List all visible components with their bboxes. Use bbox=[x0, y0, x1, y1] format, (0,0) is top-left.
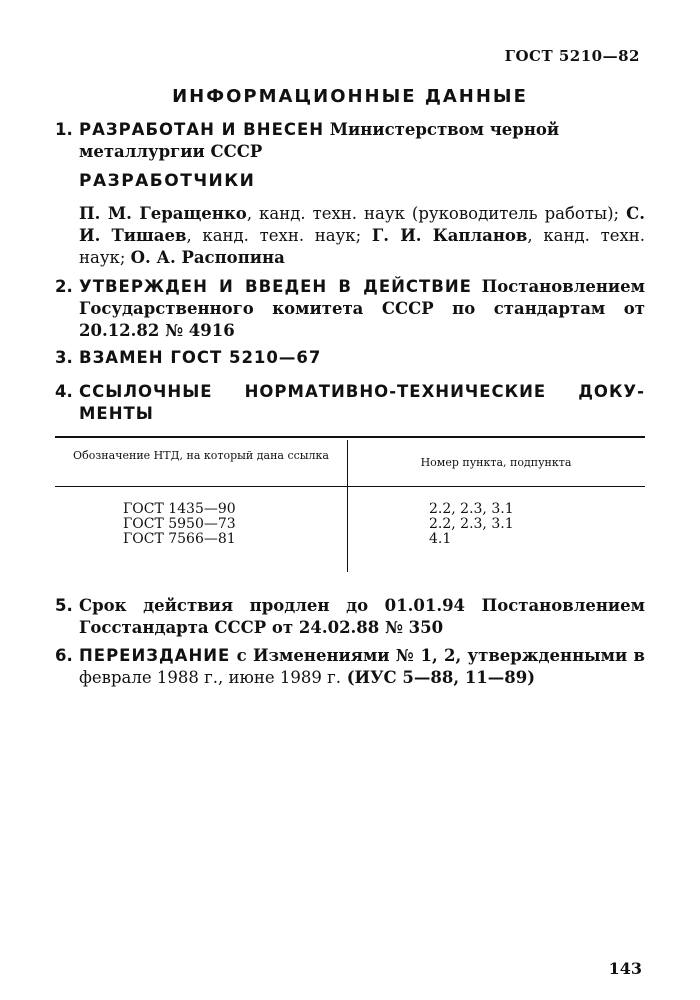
heading-word: ССЫЛОЧНЫЕ bbox=[79, 382, 213, 401]
table-header-document: Обозначение НТД, на который дана ссылка bbox=[73, 449, 329, 462]
list-item-reference-documents bbox=[55, 381, 645, 425]
table-cell-document: ГОСТ 5950—73 bbox=[123, 516, 236, 532]
developer-title: , канд. техн. наук; bbox=[79, 226, 646, 267]
page-title: ИНФОРМАЦИОННЫЕ ДАННЫЕ bbox=[172, 86, 528, 107]
item-text-a: с Изменениями № 1, 2, утвержденными в bbox=[230, 646, 645, 665]
item-text: Постановлением Государственного комитета СССР по стандартам от 20.12.82 № 4916 bbox=[79, 277, 645, 340]
item-number: 3. bbox=[55, 348, 73, 367]
table-header-rule bbox=[55, 486, 645, 487]
developers-list bbox=[79, 203, 645, 269]
table-header-clause: Номер пункта, подпункта bbox=[420, 456, 572, 469]
developer-name: С. И. Тишаев bbox=[79, 204, 646, 245]
item-number: 6. bbox=[55, 646, 73, 665]
item-label: РАЗРАБОТАН И ВНЕСЕН bbox=[79, 120, 325, 139]
developer-title: , канд. техн. наук; bbox=[186, 226, 372, 245]
item-number: 1. bbox=[55, 120, 73, 139]
developer-title: , канд. техн. наук (руководитель работы); bbox=[246, 204, 627, 223]
developer-name: О. А. Распопина bbox=[130, 248, 285, 267]
developers-heading: РАЗРАБОТЧИКИ bbox=[79, 171, 256, 191]
list-item-reissue bbox=[55, 645, 645, 689]
heading-word: ДОКУ- bbox=[578, 382, 645, 401]
table-cell-clause: 2.2, 2.3, 3.1 bbox=[429, 501, 514, 517]
item-number: 5. bbox=[55, 596, 73, 615]
list-item-approved bbox=[55, 276, 645, 342]
item-text-c: (ИУС 5—88, 11—89) bbox=[340, 668, 536, 687]
document-code: ГОСТ 5210—82 bbox=[504, 47, 640, 65]
heading-line-2: МЕНТЫ bbox=[79, 404, 154, 423]
item-text-b: феврале 1988 г., июне 1989 г. bbox=[79, 668, 341, 687]
item-number: 2. bbox=[55, 277, 73, 296]
developer-name: Г. И. Капланов bbox=[371, 226, 528, 245]
item-text: ВЗАМЕН ГОСТ 5210—67 bbox=[79, 348, 322, 367]
list-item-replaces bbox=[55, 347, 645, 369]
table-cell-clause: 4.1 bbox=[429, 531, 452, 547]
list-item-validity bbox=[55, 595, 645, 639]
table-cell-document: ГОСТ 1435—90 bbox=[123, 501, 236, 517]
table-cell-clause: 2.2, 2.3, 3.1 bbox=[429, 516, 514, 532]
item-label: ПЕРЕИЗДАНИЕ bbox=[79, 646, 231, 665]
item-label: УТВЕРЖДЕН И ВВЕДЕН В ДЕЙСТВИЕ bbox=[79, 277, 472, 296]
list-item-developed-by bbox=[55, 119, 645, 163]
table-cell-document: ГОСТ 7566—81 bbox=[123, 531, 236, 547]
item-text: Министерством черной металлургии СССР bbox=[79, 120, 560, 161]
page-number: 143 bbox=[608, 959, 642, 978]
item-text: Срок действия продлен до 01.01.94 Постановлением Госстандарта СССР от 24.02.88 № 350 bbox=[79, 596, 645, 637]
item-number: 4. bbox=[55, 382, 73, 401]
table-top-rule bbox=[55, 436, 645, 438]
reference-table bbox=[55, 436, 645, 572]
table-column-clauses bbox=[429, 502, 514, 547]
heading-word: НОРМАТИВНО-ТЕХНИЧЕСКИЕ bbox=[244, 382, 547, 401]
table-column-documents bbox=[123, 502, 236, 547]
developer-name: П. М. Геращенко bbox=[79, 204, 247, 223]
